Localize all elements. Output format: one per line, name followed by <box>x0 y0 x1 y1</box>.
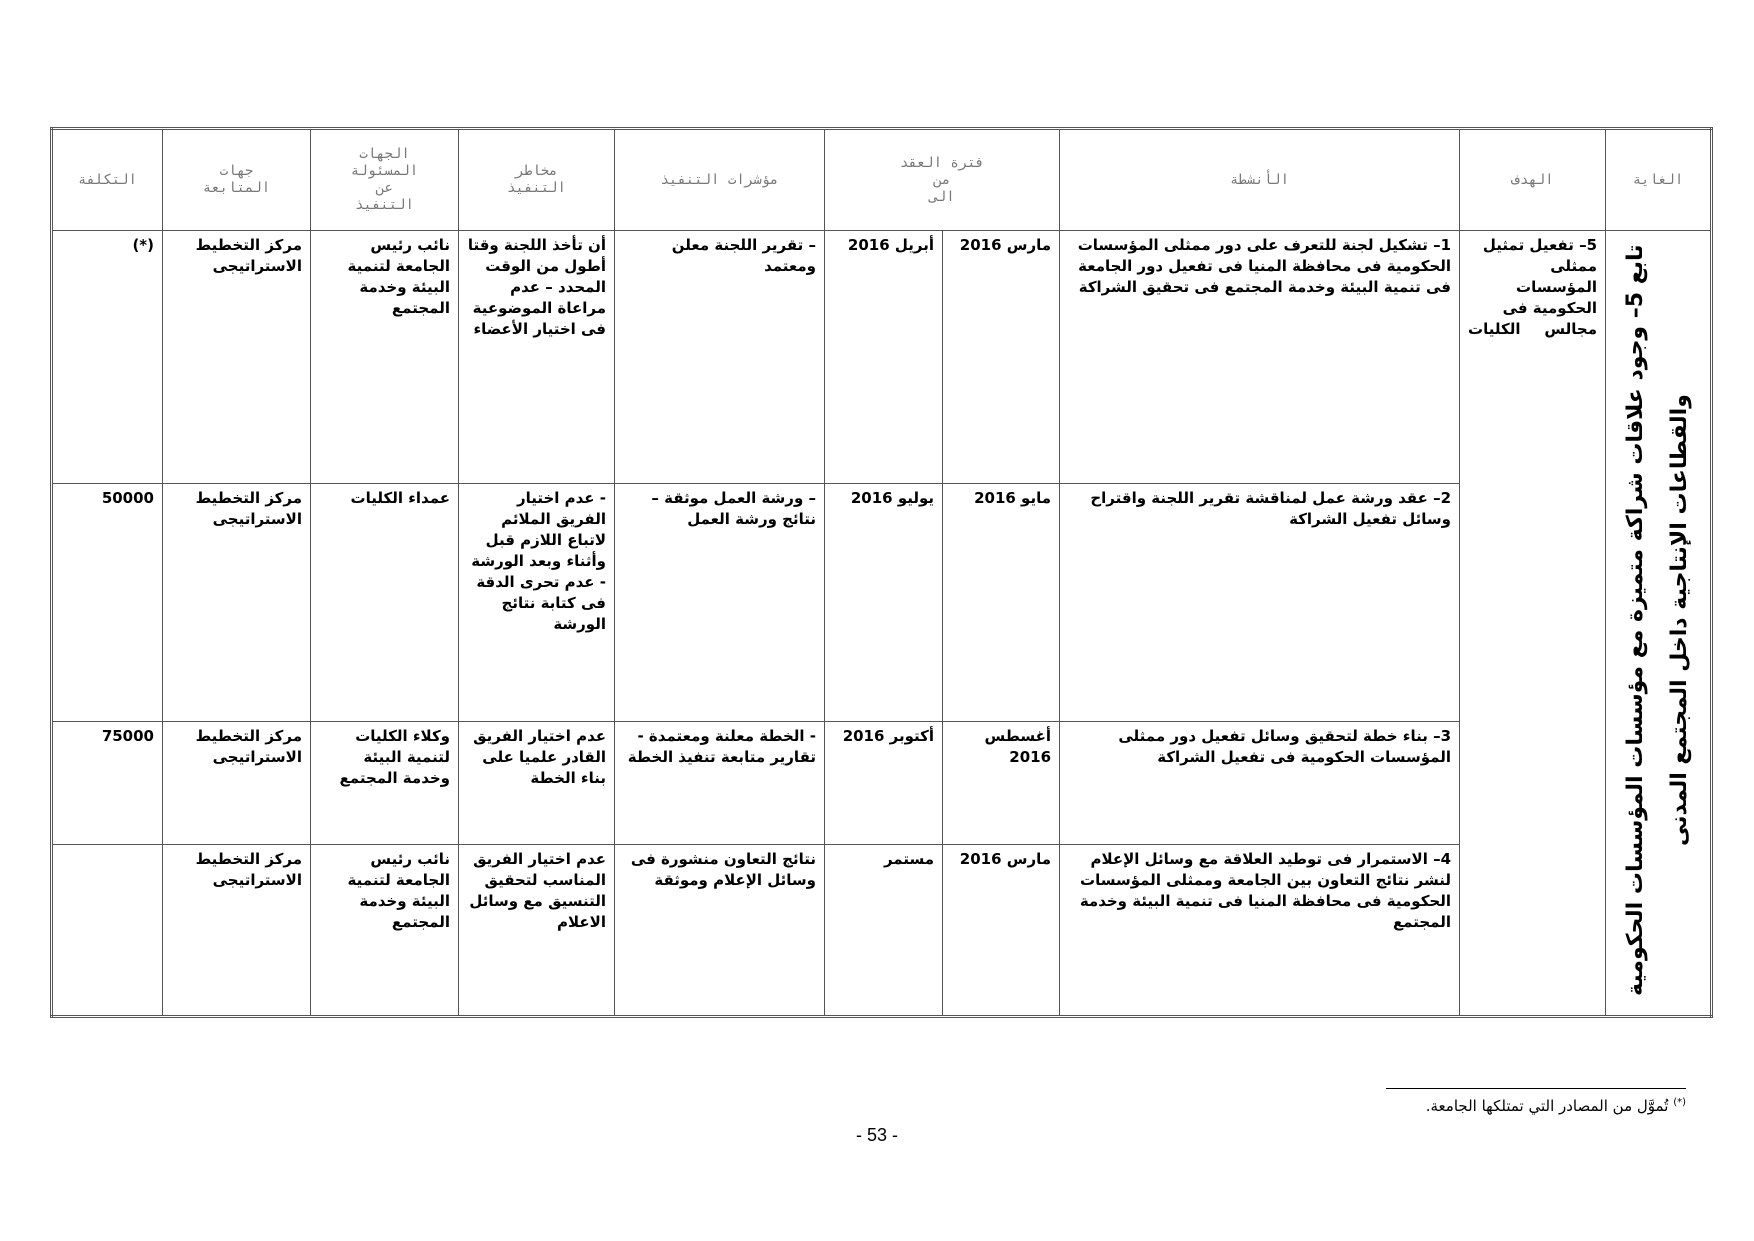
footnote-marker: (*) <box>1673 1097 1686 1108</box>
responsible-cell: نائب رئيس الجامعة لتنمية البيئة وخدمة المجتمع <box>311 231 459 484</box>
cost-cell: 75000 <box>52 722 163 844</box>
strategic-plan-table <box>50 127 1713 1018</box>
indicators-cell: - الخطة معلنة ومعتمدة - تقارير متابعة تنفيذ الخطة <box>615 722 825 844</box>
activity-cell: 4– الاستمرار فى توطيد العلاقة مع وسائل الإعلام لنشر نتائج التعاون بين الجامعة وممثلى المؤسسات الحكومية فى محافظة المنيا فى تنمية البيئة وخدمة المجتمع <box>1060 844 1460 1016</box>
responsible-cell: نائب رئيس الجامعة لتنمية البيئة وخدمة المجتمع <box>311 844 459 1016</box>
goal-text: تابع 5– وجود علاقات شراكة متميزة مع مؤسسات المؤسسات الحكومية والقطاعات الإنتاجية داخل المجتمع المدنى <box>1623 244 1693 996</box>
cost-cell: (*) <box>52 231 163 484</box>
period-from: مارس 2016 <box>943 231 1060 484</box>
followup-cell: مركز التخطيط الاستراتيجى <box>163 484 311 722</box>
period-from: أغسطس 2016 <box>943 722 1060 844</box>
cost-cell <box>52 844 163 1016</box>
responsible-cell: عمداء الكليات <box>311 484 459 722</box>
header-indicators: مؤشرات التنفيذ <box>615 129 825 231</box>
risks-cell: عدم اختيار الفريق القادر علميا على بناء الخطة <box>459 722 615 844</box>
footnote-divider <box>1386 1088 1686 1089</box>
objective-text: 5– تفعيل تمثيل ممثلى المؤسسات الحكومية فى مجالس الكليات <box>1468 236 1598 338</box>
risks-cell: عدم اختيار الفريق المناسب لتحقيق التنسيق مع وسائل الاعلام <box>459 844 615 1016</box>
risks-cell: أن تأخذ اللجنة وقتا أطول من الوقت المحدد – عدم مراعاة الموضوعية فى اختيار الأعضاء <box>459 231 615 484</box>
period-to: أكتوبر 2016 <box>825 722 943 844</box>
header-responsible: الجهات المسئولة عن التنفيذ <box>311 129 459 231</box>
followup-cell: مركز التخطيط الاستراتيجى <box>163 231 311 484</box>
goal-cell <box>1606 231 1712 1017</box>
indicators-cell: – ورشة العمل موثقة – نتائج ورشة العمل <box>615 484 825 722</box>
header-activities: الأنشطة <box>1060 129 1460 231</box>
risks-cell: - عدم اختيار الفريق الملائم لاتباع اللازم قبل وأثناء وبعد الورشة - عدم تحرى الدقة فى كتابة نتائج الورشة <box>459 484 615 722</box>
activity-cell: 1– تشكيل لجنة للتعرف على دور ممثلى المؤسسات الحكومية فى محافظة المنيا فى تفعيل دور الجامعة فى تنمية البيئة وخدمة المجتمع فى تحقيق الشراكة <box>1060 231 1460 484</box>
footnote-text: تُموَّل من المصادر التي تمتلكها الجامعة. <box>1425 1097 1669 1115</box>
table-row <box>52 231 1712 484</box>
indicators-cell: – تقرير اللجنة معلن ومعتمد <box>615 231 825 484</box>
followup-cell: مركز التخطيط الاستراتيجى <box>163 844 311 1016</box>
activity-cell: 2– عقد ورشة عمل لمناقشة تقرير اللجنة واقتراح وسائل تفعيل الشراكة <box>1060 484 1460 722</box>
responsible-cell: وكلاء الكليات لتنمية البيئة وخدمة المجتمع <box>311 722 459 844</box>
header-goal: الغاية <box>1606 129 1712 231</box>
header-objective: الهدف <box>1460 129 1606 231</box>
cost-cell: 50000 <box>52 484 163 722</box>
indicators-cell: نتائج التعاون منشورة فى وسائل الإعلام وموثقة <box>615 844 825 1016</box>
activity-cell: 3– بناء خطة لتحقيق وسائل تفعيل دور ممثلى المؤسسات الحكومية فى تفعيل الشراكة <box>1060 722 1460 844</box>
followup-cell: مركز التخطيط الاستراتيجى <box>163 722 311 844</box>
period-to: يوليو 2016 <box>825 484 943 722</box>
period-to: أبريل 2016 <box>825 231 943 484</box>
header-cost: التكلفة <box>52 129 163 231</box>
period-from: مارس 2016 <box>943 844 1060 1016</box>
header-row <box>52 129 1712 231</box>
period-to: مستمر <box>825 844 943 1016</box>
page-number: - 53 - <box>855 1125 898 1145</box>
header-risks: مخاطر التنفيذ <box>459 129 615 231</box>
objective-cell <box>1460 231 1606 1017</box>
header-period: فترة العقد من الى <box>825 129 1060 231</box>
period-from: مايو 2016 <box>943 484 1060 722</box>
footnote <box>1426 1097 1686 1115</box>
header-followup: جهات المتابعة <box>163 129 311 231</box>
